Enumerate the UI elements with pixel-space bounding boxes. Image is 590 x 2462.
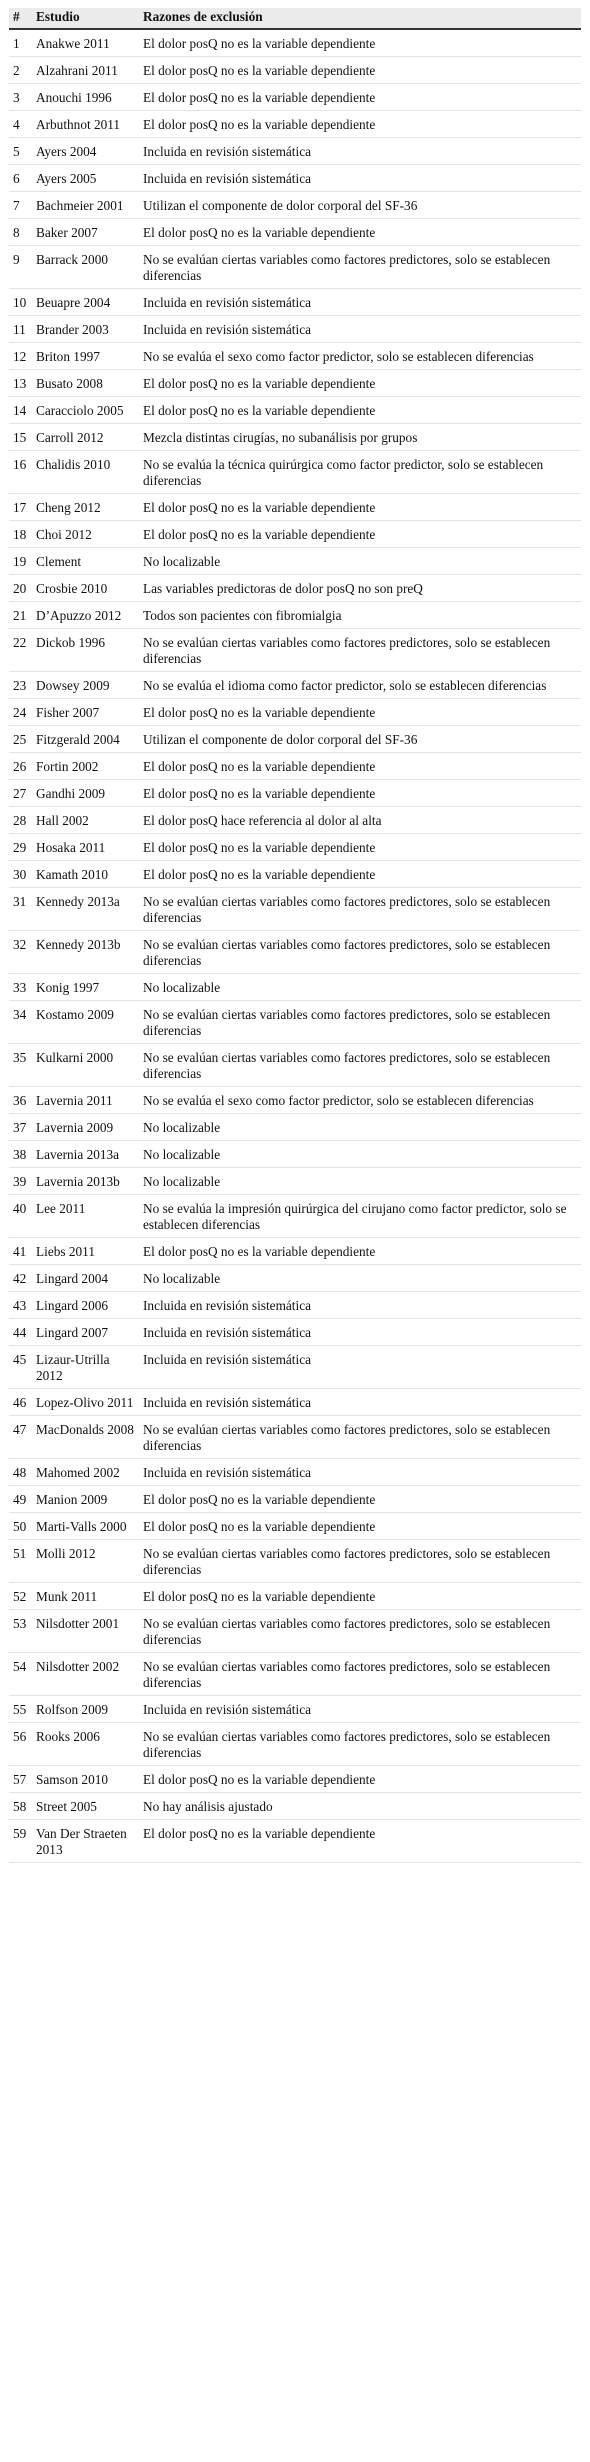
cell-study: Molli 2012 [32,1540,139,1583]
cell-reason: El dolor posQ no es la variable dependiente [139,699,581,726]
cell-reason: No se evalúa la técnica quirúrgica como factor predictor, solo se establecen diferencias [139,451,581,494]
cell-number: 49 [9,1486,32,1513]
cell-reason: No se evalúan ciertas variables como factores predictores, solo se establecen diferencias [139,888,581,931]
cell-number: 44 [9,1319,32,1346]
cell-study: Lee 2011 [32,1195,139,1238]
cell-study: Caracciolo 2005 [32,397,139,424]
cell-study: Lingard 2004 [32,1265,139,1292]
table-row [9,1087,581,1114]
cell-study: Manion 2009 [32,1486,139,1513]
table-row [9,1141,581,1168]
table-row [9,1583,581,1610]
cell-study: Baker 2007 [32,219,139,246]
cell-number: 37 [9,1114,32,1141]
table-row [9,246,581,289]
cell-study: Crosbie 2010 [32,575,139,602]
cell-study: Kamath 2010 [32,861,139,888]
cell-reason: El dolor posQ no es la variable dependiente [139,861,581,888]
cell-reason: Las variables predictoras de dolor posQ no son preQ [139,575,581,602]
cell-reason: No se evalúan ciertas variables como factores predictores, solo se establecen diferencias [139,629,581,672]
cell-number: 56 [9,1723,32,1766]
cell-study: Anakwe 2011 [32,29,139,57]
table-row [9,1238,581,1265]
table-row [9,1513,581,1540]
cell-number: 53 [9,1610,32,1653]
cell-number: 27 [9,780,32,807]
table-row [9,316,581,343]
cell-reason: El dolor posQ no es la variable dependiente [139,1766,581,1793]
cell-reason: El dolor posQ no es la variable dependiente [139,370,581,397]
cell-study: Hall 2002 [32,807,139,834]
table-row [9,780,581,807]
cell-study: Fortin 2002 [32,753,139,780]
cell-number: 41 [9,1238,32,1265]
table-row [9,219,581,246]
cell-reason: No se evalúan ciertas variables como factores predictores, solo se establecen diferencias [139,1001,581,1044]
cell-study: Marti-Valls 2000 [32,1513,139,1540]
cell-study: Briton 1997 [32,343,139,370]
table-row [9,1001,581,1044]
cell-reason: No localizable [139,1168,581,1195]
cell-study: Fisher 2007 [32,699,139,726]
table-row [9,1389,581,1416]
cell-study: Liebs 2011 [32,1238,139,1265]
cell-study: Brander 2003 [32,316,139,343]
table-row [9,1346,581,1389]
cell-study: Lingard 2006 [32,1292,139,1319]
table-row [9,807,581,834]
table-row [9,1793,581,1820]
cell-study: Gandhi 2009 [32,780,139,807]
exclusion-table [9,8,581,1863]
table-row [9,1540,581,1583]
table-row [9,1292,581,1319]
table-row [9,111,581,138]
table-row [9,1486,581,1513]
cell-number: 26 [9,753,32,780]
table-row [9,138,581,165]
table-row [9,1319,581,1346]
cell-study: Lizaur-Utrilla 2012 [32,1346,139,1389]
cell-study: Lavernia 2013b [32,1168,139,1195]
cell-number: 8 [9,219,32,246]
table-row [9,1168,581,1195]
cell-number: 36 [9,1087,32,1114]
cell-reason: No se evalúan ciertas variables como factores predictores, solo se establecen diferencias [139,931,581,974]
cell-reason: No localizable [139,1141,581,1168]
table-row [9,1416,581,1459]
header-row [9,8,581,29]
cell-reason: No localizable [139,1265,581,1292]
cell-number: 2 [9,57,32,84]
cell-number: 17 [9,494,32,521]
cell-number: 11 [9,316,32,343]
cell-study: Chalidis 2010 [32,451,139,494]
cell-study: Cheng 2012 [32,494,139,521]
cell-number: 39 [9,1168,32,1195]
table-row [9,974,581,1001]
cell-study: D’Apuzzo 2012 [32,602,139,629]
cell-number: 42 [9,1265,32,1292]
cell-number: 16 [9,451,32,494]
cell-number: 23 [9,672,32,699]
cell-study: Busato 2008 [32,370,139,397]
table-row [9,165,581,192]
cell-number: 34 [9,1001,32,1044]
cell-reason: Incluida en revisión sistemática [139,316,581,343]
table-row [9,602,581,629]
cell-reason: El dolor posQ no es la variable dependiente [139,834,581,861]
cell-study: MacDonalds 2008 [32,1416,139,1459]
table-row [9,370,581,397]
cell-study: Lavernia 2013a [32,1141,139,1168]
table-row [9,397,581,424]
cell-reason: Incluida en revisión sistemática [139,138,581,165]
table-row [9,192,581,219]
cell-reason: El dolor posQ no es la variable dependiente [139,219,581,246]
table-row [9,629,581,672]
cell-number: 30 [9,861,32,888]
cell-study: Kennedy 2013a [32,888,139,931]
table-row [9,1459,581,1486]
cell-study: Lingard 2007 [32,1319,139,1346]
cell-reason: El dolor posQ no es la variable dependiente [139,1486,581,1513]
cell-study: Lopez-Olivo 2011 [32,1389,139,1416]
cell-study: Beuapre 2004 [32,289,139,316]
cell-reason: El dolor posQ no es la variable dependiente [139,29,581,57]
table-row [9,1044,581,1087]
cell-study: Lavernia 2009 [32,1114,139,1141]
cell-number: 59 [9,1820,32,1863]
cell-reason: No se evalúan ciertas variables como factores predictores, solo se establecen diferencias [139,1653,581,1696]
table-row [9,494,581,521]
table-row [9,1696,581,1723]
table-row [9,1820,581,1863]
cell-number: 58 [9,1793,32,1820]
cell-reason: El dolor posQ no es la variable dependiente [139,57,581,84]
cell-reason: El dolor posQ no es la variable dependiente [139,521,581,548]
table-row [9,424,581,451]
cell-number: 6 [9,165,32,192]
cell-number: 18 [9,521,32,548]
table-row [9,699,581,726]
cell-number: 15 [9,424,32,451]
cell-reason: No hay análisis ajustado [139,1793,581,1820]
cell-reason: El dolor posQ no es la variable dependiente [139,1513,581,1540]
table-row [9,753,581,780]
table-row [9,726,581,753]
cell-reason: Incluida en revisión sistemática [139,165,581,192]
cell-study: Nilsdotter 2001 [32,1610,139,1653]
cell-number: 28 [9,807,32,834]
cell-reason: El dolor posQ no es la variable dependiente [139,397,581,424]
cell-study: Lavernia 2011 [32,1087,139,1114]
cell-reason: El dolor posQ hace referencia al dolor al alta [139,807,581,834]
table-row [9,1723,581,1766]
table-body [9,29,581,1863]
cell-study: Kennedy 2013b [32,931,139,974]
table-row [9,931,581,974]
cell-study: Van Der Straeten 2013 [32,1820,139,1863]
cell-reason: Todos son pacientes con fibromialgia [139,602,581,629]
cell-reason: No se evalúa el idioma como factor predictor, solo se establecen diferencias [139,672,581,699]
cell-study: Nilsdotter 2002 [32,1653,139,1696]
table-row [9,1610,581,1653]
cell-reason: No se evalúan ciertas variables como factores predictores, solo se establecen diferencias [139,1610,581,1653]
cell-study: Bachmeier 2001 [32,192,139,219]
cell-study: Arbuthnot 2011 [32,111,139,138]
table-row [9,451,581,494]
cell-study: Kulkarni 2000 [32,1044,139,1087]
cell-number: 45 [9,1346,32,1389]
cell-number: 32 [9,931,32,974]
header-number: # [9,8,32,29]
cell-study: Choi 2012 [32,521,139,548]
cell-study: Alzahrani 2011 [32,57,139,84]
cell-reason: No se evalúan ciertas variables como factores predictores, solo se establecen diferencias [139,1540,581,1583]
cell-number: 47 [9,1416,32,1459]
cell-number: 22 [9,629,32,672]
cell-reason: Utilizan el componente de dolor corporal del SF-36 [139,726,581,753]
cell-number: 13 [9,370,32,397]
table-row [9,888,581,931]
cell-reason: El dolor posQ no es la variable dependiente [139,1238,581,1265]
cell-reason: El dolor posQ no es la variable dependiente [139,1583,581,1610]
cell-study: Ayers 2004 [32,138,139,165]
cell-reason: El dolor posQ no es la variable dependiente [139,780,581,807]
table-row [9,548,581,575]
cell-study: Munk 2011 [32,1583,139,1610]
table-row [9,1653,581,1696]
header-reason: Razones de exclusión [139,8,581,29]
cell-reason: No se evalúa el sexo como factor predictor, solo se establecen diferencias [139,1087,581,1114]
header-study: Estudio [32,8,139,29]
cell-study: Barrack 2000 [32,246,139,289]
cell-number: 5 [9,138,32,165]
cell-reason: Incluida en revisión sistemática [139,1696,581,1723]
cell-number: 52 [9,1583,32,1610]
cell-number: 9 [9,246,32,289]
cell-reason: No localizable [139,1114,581,1141]
cell-study: Dowsey 2009 [32,672,139,699]
cell-number: 21 [9,602,32,629]
cell-reason: Incluida en revisión sistemática [139,1389,581,1416]
cell-study: Clement [32,548,139,575]
cell-reason: Mezcla distintas cirugías, no subanálisis por grupos [139,424,581,451]
cell-number: 48 [9,1459,32,1486]
cell-number: 57 [9,1766,32,1793]
cell-reason: No se evalúa el sexo como factor predictor, solo se establecen diferencias [139,343,581,370]
table-row [9,289,581,316]
table-row [9,672,581,699]
cell-number: 1 [9,29,32,57]
cell-number: 19 [9,548,32,575]
cell-reason: El dolor posQ no es la variable dependiente [139,753,581,780]
cell-study: Street 2005 [32,1793,139,1820]
cell-study: Rolfson 2009 [32,1696,139,1723]
table-row [9,1114,581,1141]
cell-number: 55 [9,1696,32,1723]
cell-study: Ayers 2005 [32,165,139,192]
cell-study: Carroll 2012 [32,424,139,451]
cell-reason: El dolor posQ no es la variable dependiente [139,494,581,521]
table-row [9,84,581,111]
table-header [9,8,581,29]
table-row [9,861,581,888]
table-row [9,521,581,548]
cell-number: 46 [9,1389,32,1416]
cell-number: 31 [9,888,32,931]
exclusion-table-container [9,8,581,1863]
cell-number: 10 [9,289,32,316]
cell-number: 24 [9,699,32,726]
cell-study: Anouchi 1996 [32,84,139,111]
cell-reason: No se evalúan ciertas variables como factores predictores, solo se establecen diferencias [139,1723,581,1766]
table-row [9,834,581,861]
cell-reason: No localizable [139,548,581,575]
cell-number: 4 [9,111,32,138]
cell-reason: El dolor posQ no es la variable dependiente [139,1820,581,1863]
cell-number: 51 [9,1540,32,1583]
cell-number: 38 [9,1141,32,1168]
cell-number: 3 [9,84,32,111]
table-row [9,343,581,370]
cell-study: Fitzgerald 2004 [32,726,139,753]
cell-reason: No se evalúan ciertas variables como factores predictores, solo se establecen diferencias [139,1044,581,1087]
cell-study: Mahomed 2002 [32,1459,139,1486]
table-row [9,57,581,84]
cell-study: Hosaka 2011 [32,834,139,861]
cell-reason: Incluida en revisión sistemática [139,1319,581,1346]
cell-study: Rooks 2006 [32,1723,139,1766]
cell-reason: No se evalúa la impresión quirúrgica del cirujano como factor predictor, solo se establecen diferencias [139,1195,581,1238]
cell-reason: No localizable [139,974,581,1001]
cell-reason: No se evalúan ciertas variables como factores predictores, solo se establecen diferencias [139,1416,581,1459]
cell-reason: Incluida en revisión sistemática [139,1292,581,1319]
cell-reason: Incluida en revisión sistemática [139,289,581,316]
cell-number: 7 [9,192,32,219]
cell-number: 29 [9,834,32,861]
cell-number: 54 [9,1653,32,1696]
cell-number: 12 [9,343,32,370]
cell-study: Dickob 1996 [32,629,139,672]
cell-reason: El dolor posQ no es la variable dependiente [139,84,581,111]
cell-study: Kostamo 2009 [32,1001,139,1044]
cell-reason: Utilizan el componente de dolor corporal del SF-36 [139,192,581,219]
cell-number: 14 [9,397,32,424]
cell-number: 35 [9,1044,32,1087]
cell-number: 50 [9,1513,32,1540]
table-row [9,29,581,57]
table-row [9,1766,581,1793]
cell-reason: No se evalúan ciertas variables como factores predictores, solo se establecen diferencias [139,246,581,289]
cell-number: 33 [9,974,32,1001]
cell-study: Konig 1997 [32,974,139,1001]
cell-reason: El dolor posQ no es la variable dependiente [139,111,581,138]
table-row [9,1265,581,1292]
cell-number: 40 [9,1195,32,1238]
cell-reason: Incluida en revisión sistemática [139,1346,581,1389]
cell-number: 20 [9,575,32,602]
cell-reason: Incluida en revisión sistemática [139,1459,581,1486]
table-row [9,1195,581,1238]
table-row [9,575,581,602]
cell-study: Samson 2010 [32,1766,139,1793]
cell-number: 43 [9,1292,32,1319]
cell-number: 25 [9,726,32,753]
